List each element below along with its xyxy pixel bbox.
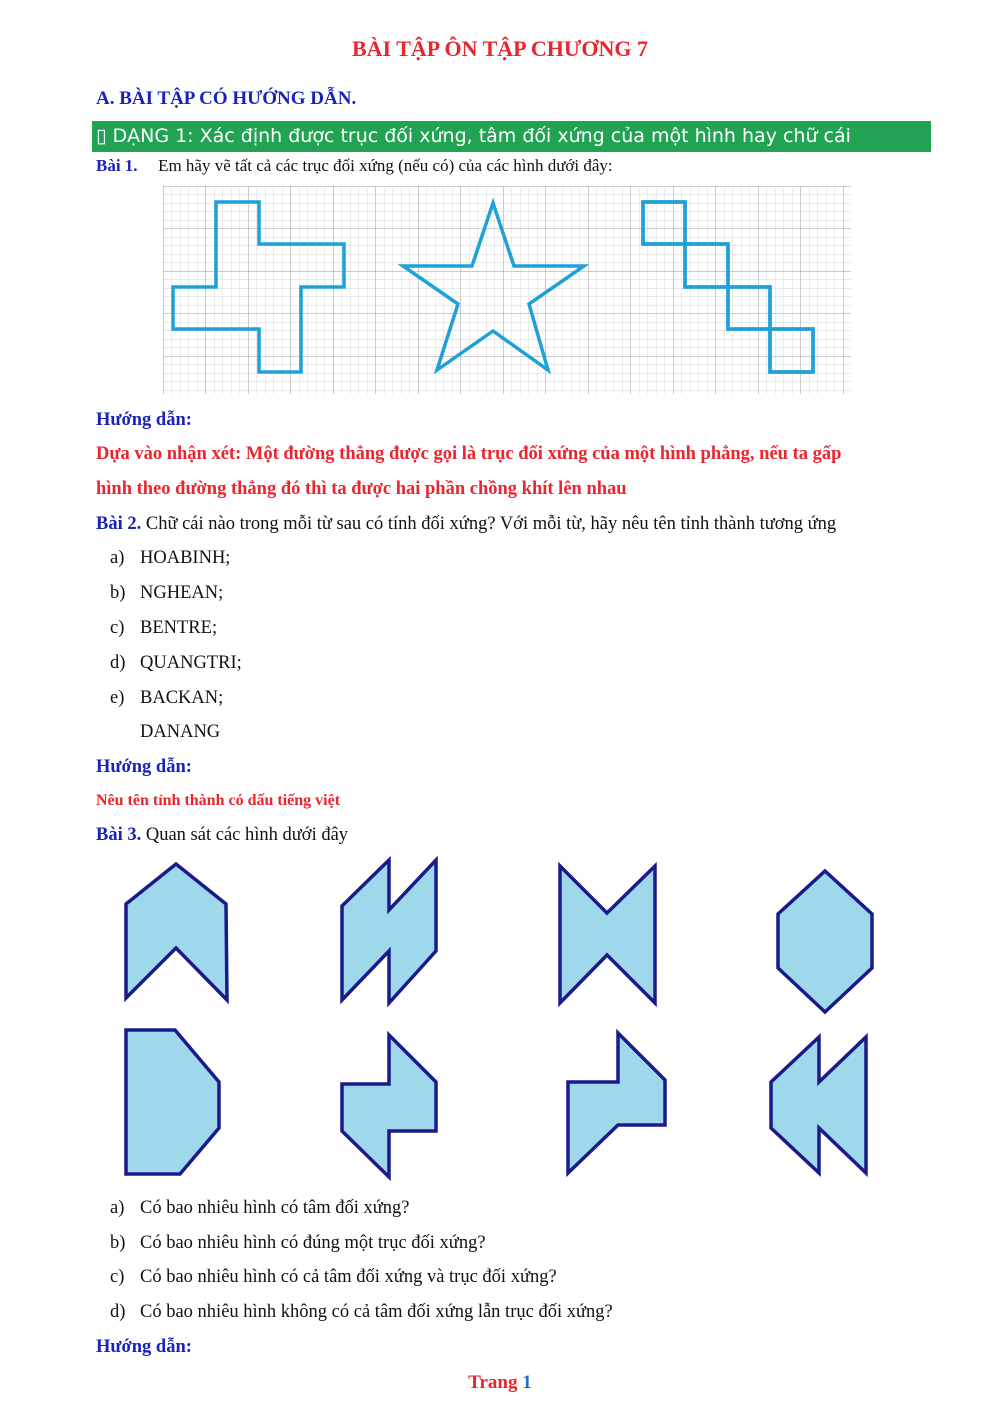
shape-double-z — [342, 860, 436, 1003]
page-number: 1 — [522, 1372, 532, 1393]
list-item: d) QUANGTRI; — [110, 653, 242, 673]
section-heading: A. BÀI TẬP CÓ HƯỚNG DẪN. — [96, 88, 357, 109]
question-item: a) Có bao nhiêu hình có tâm đối xứng? — [110, 1198, 410, 1218]
shape-z-notch — [342, 1035, 436, 1177]
exercise-1-text: Em hãy vẽ tất cả các trục đối xứng (nếu có) của các hình dưới đây: — [158, 156, 613, 175]
question-item: c) Có bao nhiêu hình có cả tâm đối xứng và trục đối xứng? — [110, 1267, 557, 1287]
page-footer — [0, 1372, 1000, 1394]
guide-label-1: Hướng dẫn: — [96, 410, 192, 430]
shape-d — [126, 1030, 219, 1174]
shape-arrow-up — [126, 864, 227, 1000]
guide-text-2: Nêu tên tỉnh thành có dấu tiếng việt — [96, 792, 341, 809]
topic-banner: ▯ DẠNG 1: Xác định được trục đối xứng, tâm đối xứng của một hình hay chữ cái — [92, 121, 931, 152]
guide-text-1b: hình theo đường thẳng đó thì ta được hai phần chồng khít lên nhau — [96, 479, 627, 499]
shape-hexagon — [778, 871, 872, 1012]
guide-label-3: Hướng dẫn: — [96, 1337, 192, 1357]
exercise-2-text: Chữ cái nào trong mỗi từ sau có tính đối xứng? Với mỗi từ, hãy nêu tên tỉnh thành tương ứng — [145, 514, 837, 534]
question-item: d) Có bao nhiêu hình không có cả tâm đối xứng lẫn trục đối xứng? — [110, 1302, 613, 1322]
shape-bowtie — [560, 866, 655, 1003]
exercise-2-label: Bài 2. — [96, 514, 142, 534]
list-item: e) BACKAN; — [110, 688, 224, 708]
exercise-3-label: Bài 3. — [96, 825, 142, 845]
list-item: c) BENTRE; — [110, 618, 218, 638]
list-item: a) HOABINH; — [110, 548, 231, 568]
footer-word: Trang — [468, 1372, 518, 1393]
exercise-3-text: Quan sát các hình dưới đây — [145, 825, 349, 845]
guide-text-1a: Dựa vào nhận xét: Một đường thẳng được gọi là trục đối xứng của một hình phẳng, nếu ta gấp — [96, 444, 842, 464]
shape-flag — [568, 1033, 665, 1173]
page-title: BÀI TẬP ÔN TẬP CHƯƠNG 7 — [351, 36, 649, 61]
list-item: b) NGHEAN; — [110, 583, 224, 603]
list-item: DANANG — [140, 722, 221, 742]
shape-double-arrow-left — [771, 1037, 866, 1173]
question-item: b) Có bao nhiêu hình có đúng một trục đối xứng? — [110, 1233, 486, 1253]
exercise-1-label: Bài 1. — [96, 156, 138, 175]
guide-label-2: Hướng dẫn: — [96, 757, 192, 777]
